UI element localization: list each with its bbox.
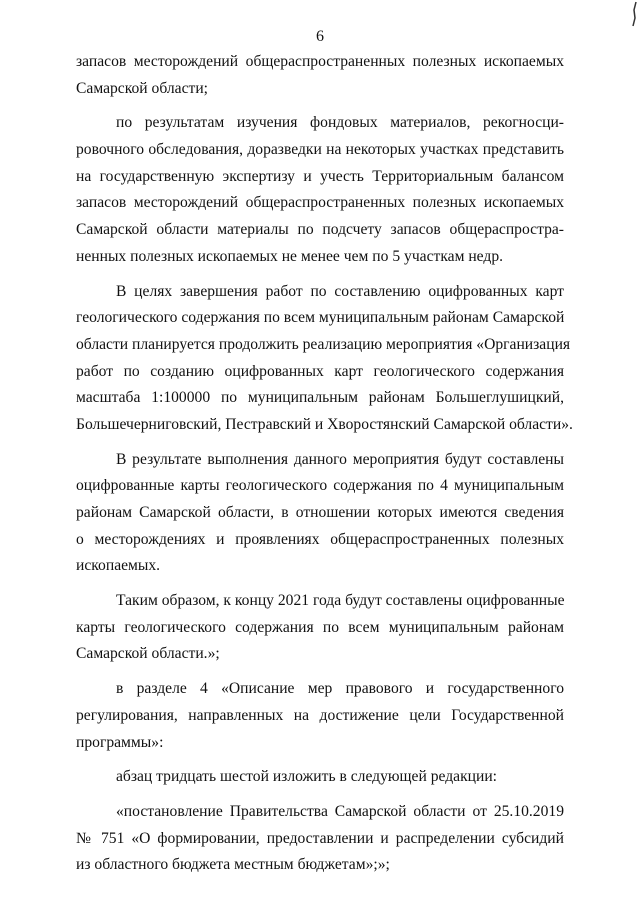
text-line: В целях завершения работ по составлению оцифрованных карт [116, 282, 564, 300]
text-line: ровочного обследования, доразведки на некоторых участках представить [76, 141, 564, 159]
text-line: о месторождениях и проявлениях общераспространенных полезных [76, 530, 564, 548]
text-line: абзац тридцать шестой изложить в следующей редакции: [116, 768, 498, 786]
document-body [76, 49, 573, 879]
text-line: районам Самарской области, в отношении которых имеются сведения [76, 504, 564, 521]
text-line: регулирования, направленных на достижение цели Государственной [76, 706, 564, 724]
text-line: геологического содержания по всем муниципальным районам Самарской [76, 309, 565, 327]
text-line: Самарской области материалы по подсчету запасов общераспростра- [76, 221, 564, 239]
paragraph-reconnaissance [76, 110, 564, 270]
text-line: Большечерниговский, Пестравский и Хворостянский Самарской области». [76, 415, 573, 433]
text-line: области планируется продолжить реализацию мероприятия «Организация [76, 335, 571, 353]
text-line: «постановление Правительства Самарской области от 25.10.2019 [116, 802, 564, 820]
edge-scan-mark [624, 0, 640, 40]
text-line: оцифрованные карты геологического содержания по 4 муниципальным [76, 477, 564, 495]
paragraph-results [76, 447, 564, 580]
paragraph-amendment [76, 764, 564, 791]
text-line: из областного бюджета местным бюджетам»;»; [76, 856, 390, 874]
text-line: В результате выполнения данного мероприятия будут составлены [116, 450, 564, 468]
text-line: по результатам изучения фондовых материалов, рекогносци- [116, 114, 564, 132]
text-line: № 751 «О формировании, предоставлении и распределении субсидий [76, 829, 564, 847]
paragraph-section-4 [76, 676, 564, 756]
text-line: запасов месторождений общераспространенных полезных ископаемых [76, 53, 564, 70]
paragraph-resolution [76, 799, 564, 879]
text-line: на государственную экспертизу и учесть Территориальным балансом [76, 167, 564, 185]
text-line: работ по созданию оцифрованных карт геологического содержания [76, 362, 564, 380]
text-line: ископаемых. [76, 557, 161, 575]
text-line: карты геологического содержания по всем муниципальным районам [76, 618, 564, 636]
text-line: ненных полезных ископаемых не менее чем по 5 участкам недр. [76, 247, 504, 265]
text-line: запасов месторождений общераспространенных полезных ископаемых [76, 194, 564, 212]
text-line: Таким образом, к концу 2021 года будут составлены оцифрованные [116, 592, 565, 610]
page-number: 6 [316, 28, 324, 45]
text-line: в разделе 4 «Описание мер правового и государственного [116, 680, 564, 698]
text-line: программы»: [76, 733, 164, 751]
paragraph-continuation [76, 49, 564, 102]
text-line: Самарской области; [76, 79, 209, 97]
text-line: Самарской области.»; [76, 645, 220, 663]
paragraph-digital-maps [76, 279, 573, 439]
paragraph-conclusion [76, 588, 564, 668]
text-line: масштаба 1:100000 по муниципальным районам Большеглушицкий, [76, 389, 564, 407]
